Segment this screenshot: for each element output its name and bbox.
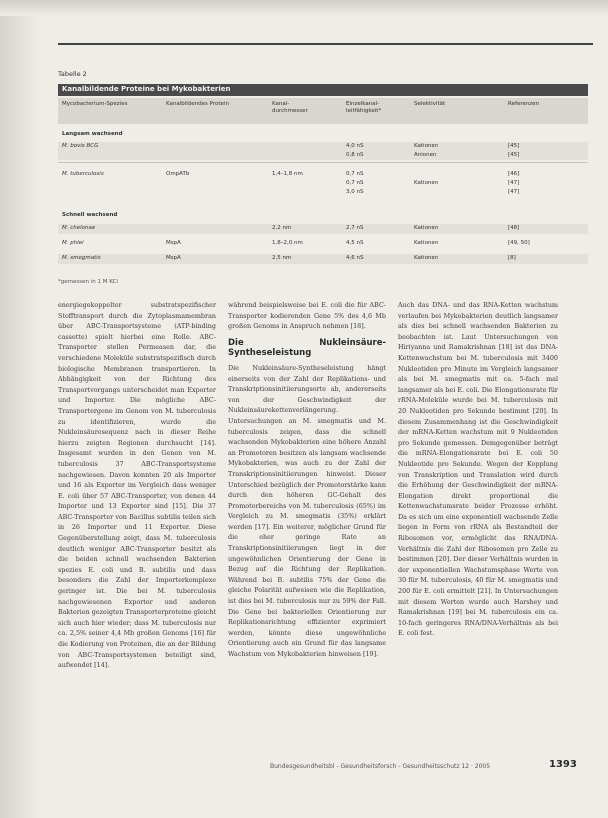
- body-paragraph: Auch das DNA- und das RNA-Ketten wachstum verlaufen bei Mykobakterien deutlich langsamer als dies bei schnell wachsenden Bakterien zu beobachten ist. Laut Untersuchungen von Hiriyanna und Ramakrishnan [18] ist das DNA-Kettenwachstum bei M. tuberculosis mit 3400 Nukleotiden pro Minute im Vergleich langsamer als bei M. smegmatis mit ca. 5-fach mal langsamer als bei E. coli. Die Elongationsrate für rRNA-Moleküle wurde bei M. tuberculosis mit 20 Nukleotiden pro Sekunde bestimmt [20]. In diesem Zusammenhang ist die Geschwindigkeit der mRNA-Ketten wachstum mit 9 Nukleotiden pro Sekunde gemessen. Demgegenüber beträgt die mRNA-Elongationsrate bei E. coli 50 Nukleotide pro Sekunde. Wegen der Kopplung von Transkription und Translation wird durch die Erhöhung der Geschwindigkeit der mRNA-Elongation direkt proportional die Kettenwachstumsrate beider Prozesse erhöht. Da es sich um eine exponentiell wachsende Zelle liegen in Form von rRNA als Bestandteil der Ribosomen vor, ermöglicht das RNA/DNA-Verhältnis die Zahl der Ribosomen pro Zelle zu bestimmen [20]. Der dieser Verhältnis wurden in der exponentiellen Wachstumsphase Werte von 30 für M. tuberculosis, 40 für M. smegmatis und 200 für E. coli ermittelt [21]. In Untersuchungen mit diesem Werten wurde auch Harshey und Ramakrishnan [19] bei M. tuberculosis ein ca. 10-fach geringeres RNA/DNA-Verhältnis als bei E. coli fest.: [398, 301, 558, 638]
- cell-references: [8]: [508, 255, 516, 261]
- cell-references: [47]: [508, 180, 520, 186]
- cell-species: M. phlei: [62, 240, 84, 246]
- text-column-right: [398, 300, 558, 748]
- page-shadow: [0, 0, 40, 818]
- cell-protein: MspA: [166, 240, 181, 246]
- header-diameter: Kanal- durchmesser: [272, 101, 308, 114]
- top-rule: [58, 43, 593, 45]
- cell-references: [49, 50]: [508, 240, 530, 246]
- table-row: [58, 142, 588, 160]
- table-title: Kanalbildende Proteine bei Mykobakterien: [62, 85, 231, 93]
- cell-protein: OmpATb: [166, 171, 190, 177]
- header-protein: Kanalbildendes Protein: [166, 101, 229, 107]
- table-row: [58, 170, 588, 197]
- cell-species: M. bovis BCG: [62, 143, 99, 149]
- cell-references: [45]: [508, 152, 520, 158]
- page-shadow-top: [0, 0, 608, 16]
- section-heading: Die Nukleinsäure-Syntheseleistung: [228, 337, 386, 359]
- header-selectivity: Selektivität: [414, 101, 446, 107]
- text-column-left: [58, 300, 216, 748]
- header-conductance: Einzelkanal- leitfähigkeit*: [346, 101, 382, 114]
- cell-species: M. smegmatis: [62, 255, 101, 261]
- cell-conductance: 4,0 nS: [346, 143, 364, 149]
- cell-selectivity: Kationen: [414, 225, 439, 231]
- cell-selectivity: Anionen: [414, 152, 437, 158]
- cell-references: [46]: [508, 171, 520, 177]
- cell-species: M. chelonae: [62, 225, 96, 231]
- table-row: [58, 254, 588, 264]
- table-caption: Tabelle 2: [58, 70, 87, 78]
- data-table: [58, 66, 588, 298]
- cell-selectivity: Kationen: [414, 240, 439, 246]
- table-row: [58, 239, 588, 249]
- cell-conductance: 0,7 nS: [346, 171, 364, 177]
- body-paragraph: Die Nukleinsäure-Syntheseleistung hängt einerseits von der Zahl der Replikations- und Transkriptionsinitiierungsorte ab, andererseits von der Geschwindigkeit der Nukleinsäurekettenverlängerung. Untersuchungen an M. smegmatis und M. tuberculosis zeigen, dass die schnell wachsenden Mykobakterien eine höhere Anzahl an Promotoren besitzen als langsam wachsende Mykobakterien, was auch zu der Zahl der Transkriptionsinitiierungen hinweist. Dieser Unterschied bezüglich der Promotorstärke kann durch den höheren GC-Gehalt des Promotorbereichs von M. tuberculosis (65%) im Vergleich zu M. smegmatis (35%) erklärt werden [17]. Ein weiterer, möglicher Grund für die eher geringe Rate an Transkriptionsinitiierungen liegt in der ungewöhnlichen Orientierung der Gene in Bezug auf die Richtung der Replikation. Während bei B. subtilis 75% der Gene die gleiche Polarität aufweisen wie die Replikation, ist dies bei M. tuberculosis nur zu 59% der Fall. Die Gene bei bakteriellen Orientierung zur Replikationsrichtung effizienter exprimiert werden, könnte diese ungewöhnliche Orientierung auch ein Grund für das langsame Wachstum von Mykobakterien hinweisen [19].: [228, 363, 386, 658]
- cell-conductance: 0,7 nS: [346, 180, 364, 186]
- cell-references: [48]: [508, 225, 520, 231]
- cell-conductance: 4,6 nS: [346, 255, 364, 261]
- table-row: [58, 224, 588, 234]
- table-title-bar: [58, 84, 588, 96]
- cell-diameter: 1,8–2,0 nm: [272, 240, 303, 246]
- page-footer: Bundesgesundheitsbl - Gesundheitsforsch - Gesundheitsschutz 12 · 2005: [270, 763, 491, 770]
- cell-diameter: 2,2 nm: [272, 225, 292, 231]
- cell-species: M. tuberculosis: [62, 171, 104, 177]
- header-references: Referenzen: [508, 101, 540, 107]
- cell-selectivity: Kationen: [414, 143, 439, 149]
- text-column-middle: [228, 300, 386, 748]
- header-species: Mycobacterium-Spezies: [62, 101, 128, 107]
- page-number: 1393: [549, 759, 577, 770]
- cell-diameter: 1,4–1,8 nm: [272, 171, 303, 177]
- body-paragraph: energiegekoppelter substratspezifischer Stofftransport durch die Zytoplasmamembran über ABC-Transportsysteme (ATP-binding cassette) spielt hierbei eine Rolle. ABC-Transporter stellen Permeasen dar, die verschiedene Moleküle substratspezifisch durch biologische Membranen transportieren. In Abhängigkeit von der Richtung des Transportvorgangs unterscheidet man Exporter und Importer. Die mögliche ABC-Transportergene im Genom von M. tuberculosis zu identifizieren, wurde die Nukleinsäuresequenz nach in dieser Reihe hierzu zeigten Regionen durchsucht [14]. Insgesamt wurden in den Genen von M. tuberculosis 37 ABC-Transportsysteme nachgewiesen. Davon konnten 20 als Importer und 16 als Exporter im Vergleich dass weniger E. coli über 57 ABC-Transporter, von denen 44 Importer und 13 Exporter sind [15]. Die 37 ABC-Transporter von Bacillus subtilis teilen sich in 26 Importer und 11 Exporter. Diese Gegenüberstellung zeigt, dass M. tuberculosis deutlich weniger ABC-Transporter besitzt als die beiden schnell wachsenden Bakterien spezies E. coli und B. subtilis und dass besonders die Zahl der Importerkomplexe geringer ist. Die bei M. tuberculosis nachgewiesenen Exporter und anderen Bakterien gezeigten Transporterproteine gleicht sich auch hier wieder; dass M. tuberculosis nur ca. 2,5% seiner 4,4 Mb großen Genoms [16] für die Kodierung von Proteinen, die an der Bildung von ABC-Transportsystemen beteiligt sind, aufwendet [14].: [58, 301, 216, 670]
- cell-protein: MspA: [166, 255, 181, 261]
- table-header-row: [58, 98, 588, 124]
- cell-conductance: 0,8 nS: [346, 152, 364, 158]
- table-footnote: *gemessen in 1 M KCl: [58, 279, 118, 285]
- cell-conductance: 4,5 nS: [346, 240, 364, 246]
- cell-conductance: 2,7 nS: [346, 225, 364, 231]
- body-paragraph: während beispielsweise bei E. coli die für ABC-Transporter kodierenden Gene 5% des 4,6 Mb großen Genoms in Anspruch nehmen [18].: [228, 301, 386, 331]
- group-label: Schnell wachsend: [62, 212, 118, 218]
- cell-references: [45]: [508, 143, 520, 149]
- cell-references: [47]: [508, 189, 520, 195]
- cell-conductance: 3,0 nS: [346, 189, 364, 195]
- row-divider: [58, 162, 588, 163]
- group-label: Langsam wachsend: [62, 131, 123, 137]
- cell-selectivity: Kationen: [414, 255, 439, 261]
- cell-selectivity: Kationen: [414, 180, 439, 186]
- cell-diameter: 2,5 nm: [272, 255, 292, 261]
